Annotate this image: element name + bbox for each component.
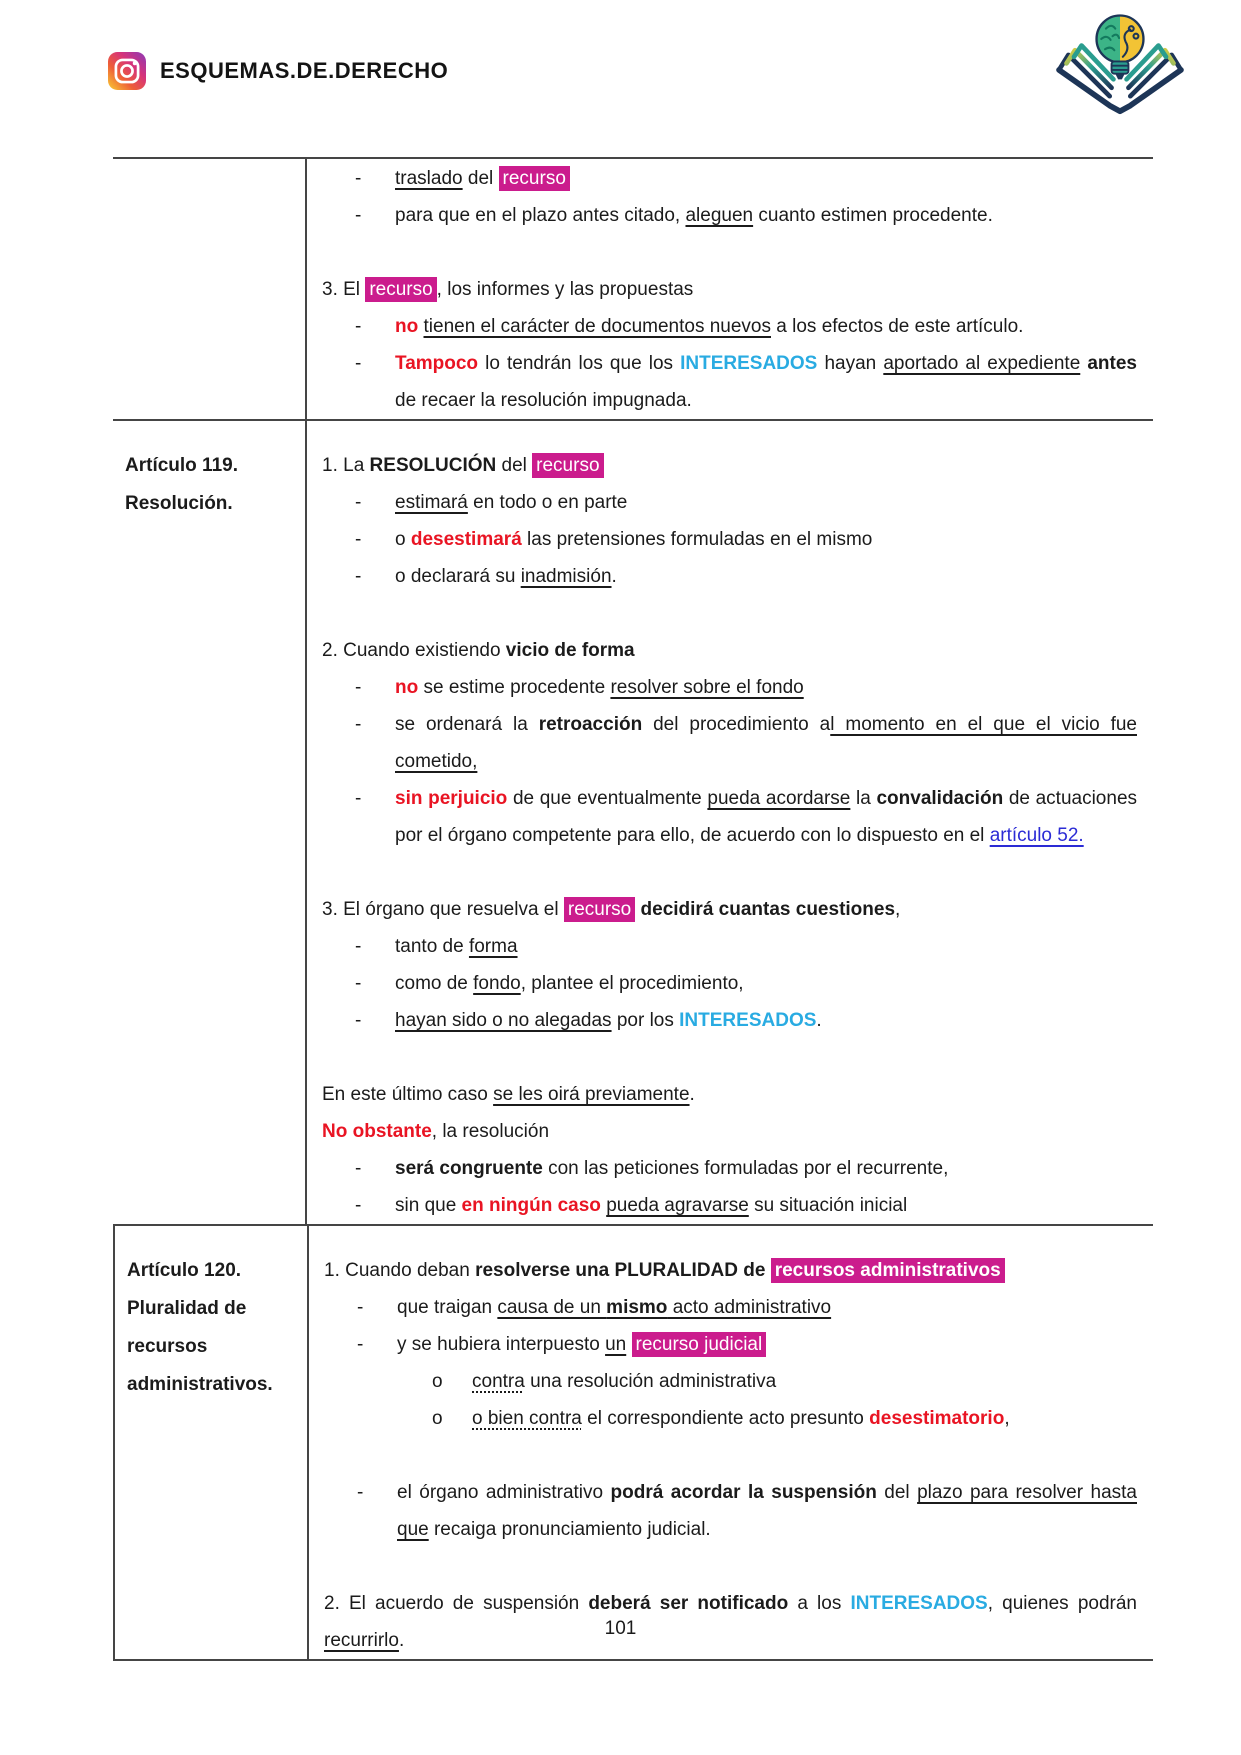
- dash-bullet-marker: -: [355, 353, 362, 374]
- text-segment: desestimatorio: [869, 1408, 1005, 1429]
- text-segment: .: [689, 1084, 695, 1105]
- brand: [108, 52, 448, 90]
- text-segment: .: [398, 1630, 405, 1651]
- bullet-text: [395, 669, 1137, 706]
- text-segment: recurso: [499, 166, 570, 191]
- bullet-text: [472, 1363, 1137, 1400]
- text-segment: plazo para resolver hasta que: [397, 1482, 1137, 1540]
- bullet-line: [322, 706, 1137, 780]
- text-segment: traslado: [395, 168, 463, 189]
- text-segment: mismo: [606, 1297, 668, 1318]
- text-segment: 2. Cuando existiendo: [322, 640, 506, 661]
- schema-table: [113, 157, 1153, 1661]
- text-segment: recaiga pronunciamiento judicial.: [428, 1519, 711, 1540]
- text-segment: decidirá cuantas cuestiones: [640, 899, 896, 920]
- bullet-text: [397, 1289, 1137, 1326]
- bullet-line: [324, 1363, 1137, 1400]
- text-segment: 3. El órgano que resuelva el: [322, 899, 564, 920]
- text-segment: pueda agravarse: [606, 1195, 749, 1216]
- article-label-line: Resolución.: [125, 493, 233, 514]
- bullet-text: [395, 1002, 1137, 1039]
- text-segment: forma: [468, 936, 518, 957]
- article-52-link[interactable]: artículo 52.: [989, 825, 1084, 846]
- text-segment: se ordenará la: [395, 714, 539, 735]
- text-segment: [626, 1334, 631, 1355]
- dash-bullet-marker: -: [357, 1482, 364, 1503]
- bullet-text: [395, 1150, 1137, 1187]
- text-segment: las pretensiones formuladas en el mismo: [521, 529, 873, 550]
- bullet-line: [324, 1474, 1137, 1548]
- text-segment: el órgano administrativo: [397, 1482, 611, 1503]
- text-segment: del procedimiento a: [642, 714, 831, 735]
- text-segment: un: [605, 1334, 627, 1355]
- text-segment: desestimará: [410, 529, 522, 550]
- text-segment: recurso judicial: [632, 1332, 767, 1357]
- text-segment: , la resolución: [431, 1121, 550, 1142]
- paragraph-line: [322, 447, 1137, 484]
- blank-line: [322, 234, 1137, 271]
- table-row: [113, 157, 1153, 419]
- text-segment: del: [496, 455, 533, 476]
- text-segment: recurso: [532, 453, 603, 478]
- text-segment: sin perjuicio: [395, 788, 508, 809]
- blank-line: [322, 1039, 1137, 1076]
- blank-line: [322, 854, 1137, 891]
- text-segment: En este último caso: [322, 1084, 494, 1105]
- paragraph-line: [324, 1252, 1137, 1289]
- bullet-line: [322, 1187, 1137, 1224]
- dash-bullet-marker: -: [355, 936, 362, 957]
- bullet-line: [322, 558, 1137, 595]
- text-segment: hayan sido o no alegadas: [395, 1010, 612, 1031]
- bullet-text: [395, 197, 1137, 234]
- dash-bullet-marker: -: [355, 492, 362, 513]
- text-segment: inadmisión: [520, 566, 612, 587]
- dash-bullet-marker: -: [355, 316, 362, 337]
- article-label-cell: [113, 159, 307, 419]
- article-label-cell: [115, 1226, 309, 1659]
- bullet-line: [322, 1002, 1137, 1039]
- article-label-line: recursos: [127, 1336, 208, 1357]
- paragraph-line: [322, 1076, 1137, 1113]
- bullet-text: [395, 308, 1137, 345]
- dash-bullet-marker: -: [355, 973, 362, 994]
- bullet-text: [397, 1326, 1137, 1363]
- text-segment: , plantee el procedimiento,: [520, 973, 744, 994]
- bullet-text: [397, 1474, 1137, 1548]
- text-segment: fondo: [473, 973, 521, 994]
- text-segment: se les oirá previamente: [493, 1084, 690, 1105]
- dash-bullet-marker: -: [355, 168, 362, 189]
- text-segment: del: [462, 168, 499, 189]
- text-segment: ,: [895, 899, 901, 920]
- text-segment: retroacción: [538, 714, 643, 735]
- text-segment: para que en el plazo antes citado,: [395, 205, 686, 226]
- bullet-text: [395, 928, 1137, 965]
- text-segment: de que eventualmente: [507, 788, 708, 809]
- bullet-text: [395, 965, 1137, 1002]
- bullet-line: [324, 1326, 1137, 1363]
- bullet-text: [472, 1400, 1137, 1437]
- text-segment: recurso: [564, 897, 635, 922]
- text-segment: con las peticiones formuladas por el recurrente,: [542, 1158, 949, 1179]
- brand-text: ESQUEMAS.DE.DERECHO: [160, 58, 449, 83]
- text-segment: aleguen: [685, 205, 754, 226]
- bullet-text: [395, 484, 1137, 521]
- bullet-line: [322, 521, 1137, 558]
- text-segment: No obstante: [322, 1121, 432, 1142]
- text-segment: , quienes podrán: [987, 1593, 1137, 1614]
- text-segment: aportado al expediente: [883, 353, 1081, 374]
- article-label-line: Artículo 120.: [127, 1260, 242, 1281]
- bullet-text: [395, 345, 1137, 419]
- text-segment: resolverse una PLURALIDAD de: [475, 1260, 766, 1281]
- text-segment: vicio de forma: [505, 640, 635, 661]
- text-segment: [765, 1260, 770, 1281]
- text-segment: tanto de: [395, 936, 469, 957]
- text-segment: cuanto estimen procedente.: [753, 205, 993, 226]
- text-segment: pueda acordarse: [707, 788, 851, 809]
- text-segment: de recaer la resolución impugnada.: [395, 390, 692, 411]
- bullet-line: [322, 160, 1137, 197]
- text-segment: se estime procedente: [418, 677, 611, 698]
- text-segment: que traigan: [397, 1297, 498, 1318]
- text-segment: su situación inicial: [748, 1195, 908, 1216]
- bullet-line: [324, 1289, 1137, 1326]
- bullet-line: [322, 965, 1137, 1002]
- text-segment: el correspondiente acto presunto: [581, 1408, 870, 1429]
- text-segment: podrá acordar la suspensión: [610, 1482, 877, 1503]
- bullet-line: [324, 1400, 1137, 1437]
- text-segment: estimará: [395, 492, 468, 513]
- bullet-text: [395, 706, 1137, 780]
- text-segment: será congruente: [395, 1158, 543, 1179]
- dash-bullet-marker: -: [357, 1334, 364, 1355]
- text-segment: en todo o en parte: [467, 492, 628, 513]
- bullet-line: [322, 1150, 1137, 1187]
- text-segment: recursos administrativos: [771, 1258, 1005, 1283]
- table-row: [113, 1224, 1153, 1659]
- page-number: 101: [604, 1618, 637, 1639]
- text-segment: no: [395, 316, 419, 337]
- text-segment: Tampoco: [395, 353, 479, 374]
- blank-line: [322, 595, 1137, 632]
- text-segment: INTERESADOS: [679, 1010, 817, 1031]
- text-segment: y se hubiera interpuesto: [397, 1334, 606, 1355]
- brain-bulb-book-logo: [1049, 8, 1191, 130]
- bullet-text: [395, 1187, 1137, 1224]
- text-segment: 3. El: [322, 279, 366, 300]
- bullet-line: [322, 308, 1137, 345]
- table-row: [113, 419, 1153, 1224]
- circle-bullet-marker: o: [432, 1408, 443, 1429]
- bullet-text: [395, 160, 1137, 197]
- dash-bullet-marker: -: [355, 1158, 362, 1179]
- text-segment: acto administrativo: [667, 1297, 832, 1318]
- bullet-line: [322, 669, 1137, 706]
- blank-line: [324, 1437, 1137, 1474]
- text-segment: no: [395, 677, 419, 698]
- dash-bullet-marker: -: [355, 677, 362, 698]
- text-segment: l momento en el que el vicio fue cometido,: [395, 714, 1137, 772]
- text-segment: 1. Cuando deban: [324, 1260, 476, 1281]
- dash-bullet-marker: -: [355, 1010, 362, 1031]
- dash-bullet-marker: -: [357, 1297, 364, 1318]
- text-segment: contra: [472, 1371, 525, 1392]
- text-segment: resolver sobre el fondo: [610, 677, 804, 698]
- dash-bullet-marker: -: [355, 714, 362, 735]
- text-segment: lo tendrán los que los: [478, 353, 681, 374]
- bullet-text: [395, 780, 1137, 854]
- text-segment: .: [816, 1010, 822, 1031]
- paragraph-line: [322, 271, 1137, 308]
- article-content-cell: [307, 159, 1153, 419]
- article-content-cell: [307, 421, 1153, 1224]
- text-segment: INTERESADOS: [850, 1593, 988, 1614]
- circle-bullet-marker: o: [432, 1371, 443, 1392]
- text-segment: causa de un: [497, 1297, 607, 1318]
- bullet-text: [395, 521, 1137, 558]
- article-label-cell: [113, 421, 307, 1224]
- text-segment: , los informes y las propuestas: [436, 279, 694, 300]
- text-segment: recurso: [365, 277, 436, 302]
- bullet-line: [322, 928, 1137, 965]
- text-segment: la: [850, 788, 877, 809]
- dash-bullet-marker: -: [355, 566, 362, 587]
- text-segment: o: [395, 529, 411, 550]
- text-segment: o declarará su: [395, 566, 521, 587]
- paragraph-line: [322, 891, 1137, 928]
- text-segment: deberá ser notificado: [588, 1593, 789, 1614]
- text-segment: 2. El acuerdo de suspensión: [324, 1593, 589, 1614]
- text-segment: del: [876, 1482, 918, 1503]
- text-segment: a los: [788, 1593, 851, 1614]
- text-segment: tienen el carácter de documentos nuevos: [423, 316, 771, 337]
- text-segment: antes: [1087, 353, 1137, 374]
- text-segment: ,: [1004, 1408, 1010, 1429]
- text-segment: hayan: [817, 353, 884, 374]
- dash-bullet-marker: -: [355, 1195, 362, 1216]
- text-segment: como de: [395, 973, 474, 994]
- article-label-line: Artículo 119.: [125, 455, 238, 476]
- article-label-line: administrativos.: [127, 1374, 273, 1395]
- text-segment: RESOLUCIÓN: [369, 455, 497, 476]
- text-segment: una resolución administrativa: [524, 1371, 777, 1392]
- article-content-cell: [309, 1226, 1153, 1659]
- dash-bullet-marker: -: [355, 788, 362, 809]
- text-segment: en ningún caso: [461, 1195, 601, 1216]
- text-segment: por los: [611, 1010, 680, 1031]
- bullet-line: [322, 780, 1137, 854]
- blank-line: [324, 1548, 1137, 1585]
- text-segment: INTERESADOS: [680, 353, 818, 374]
- text-segment: a los efectos de este artículo.: [771, 316, 1024, 337]
- instagram-icon: [108, 52, 146, 90]
- text-segment: .: [611, 566, 617, 587]
- text-segment: sin que: [395, 1195, 462, 1216]
- text-segment: convalidación: [876, 788, 1004, 809]
- bullet-line: [322, 197, 1137, 234]
- text-segment: o bien contra: [472, 1408, 582, 1429]
- paragraph-line: [322, 632, 1137, 669]
- bullet-line: [322, 484, 1137, 521]
- paragraph-line: [322, 1113, 1137, 1150]
- text-segment: 1. La: [322, 455, 370, 476]
- text-segment: de actuaciones por el órgano competente para ello, de acuerdo con lo dispuesto en el: [395, 788, 1138, 846]
- dash-bullet-marker: -: [355, 205, 362, 226]
- bullet-line: [322, 345, 1137, 419]
- dash-bullet-marker: -: [355, 529, 362, 550]
- bullet-text: [395, 558, 1137, 595]
- text-segment: recurrirlo: [324, 1630, 399, 1651]
- article-label-line: Pluralidad de: [127, 1298, 247, 1319]
